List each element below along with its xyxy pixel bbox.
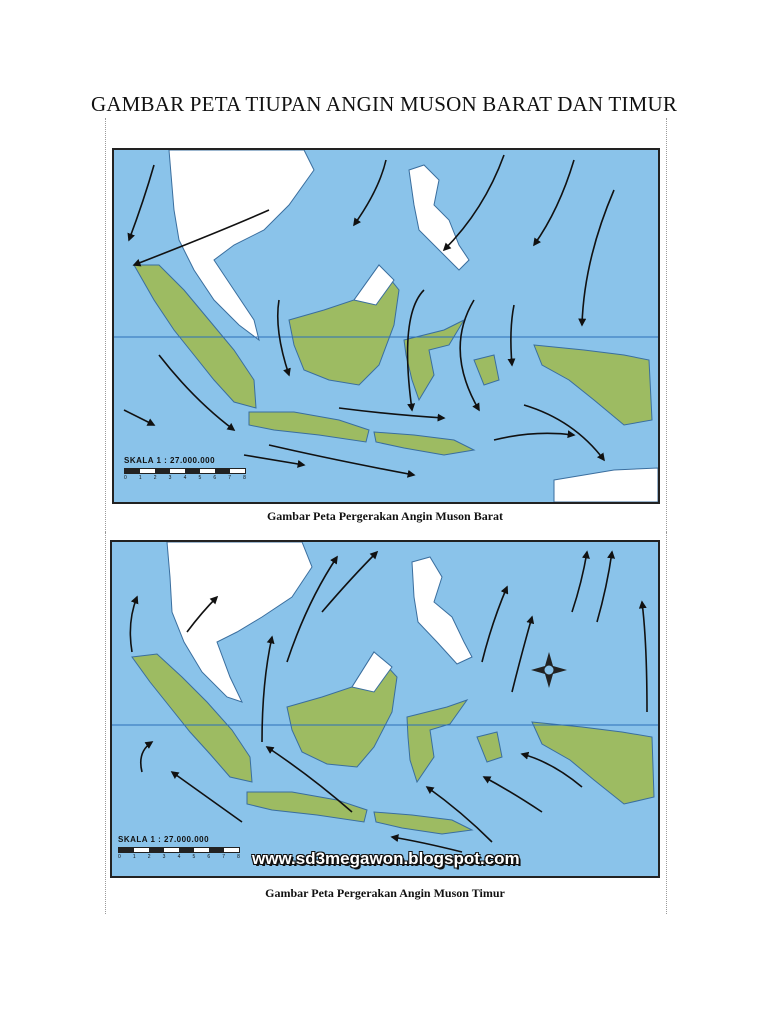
east-map-scale-ticks <box>118 854 240 860</box>
wind-arrow <box>129 165 154 240</box>
scale-tick: 2 <box>147 854 151 860</box>
compass-rose-icon <box>531 652 567 688</box>
scale-tick: 3 <box>162 854 166 860</box>
scale-tick: 1 <box>138 475 142 481</box>
wind-arrow <box>512 617 532 692</box>
wind-arrow <box>130 597 137 652</box>
scale-tick: 8 <box>237 854 240 860</box>
scale-tick: 3 <box>168 475 172 481</box>
east-map-scale-bar <box>118 847 240 853</box>
wind-arrow <box>524 405 604 460</box>
blog-watermark: www.sd3megawon.blogspot.com <box>252 849 520 868</box>
scale-tick: 6 <box>213 475 217 481</box>
scale-tick: 2 <box>153 475 157 481</box>
east-monsoon-map-svg <box>112 542 658 876</box>
scale-tick: 0 <box>124 475 127 481</box>
wind-arrow <box>244 455 304 465</box>
west-map-scale-bar <box>124 468 246 474</box>
wind-arrow <box>642 602 647 712</box>
west-map-scale-label: SKALA 1 : 27.000.000 <box>124 456 216 465</box>
wind-arrow <box>322 552 377 612</box>
maluku <box>474 355 499 385</box>
nusa-tenggara <box>374 432 474 455</box>
east-map-scale <box>118 835 240 860</box>
wind-arrow <box>460 300 479 410</box>
papua <box>534 345 652 425</box>
scale-tick: 0 <box>118 854 121 860</box>
philippines <box>409 165 469 270</box>
java <box>247 792 367 822</box>
wind-arrow <box>582 190 614 325</box>
wind-arrow <box>172 772 242 822</box>
scale-tick: 8 <box>243 475 246 481</box>
sulawesi <box>407 700 467 782</box>
sulawesi <box>404 320 464 400</box>
east-map-caption: Gambar Peta Pergerakan Angin Muson Timur <box>265 886 505 900</box>
java <box>249 412 369 442</box>
wind-arrow <box>494 433 574 440</box>
scale-tick: 5 <box>192 854 196 860</box>
wind-arrow <box>262 637 272 742</box>
maluku <box>477 732 502 762</box>
page-title: GAMBAR PETA TIUPAN ANGIN MUSON BARAT DAN TIMUR <box>90 92 678 116</box>
wind-arrow <box>124 410 154 425</box>
scale-tick: 4 <box>177 854 181 860</box>
nusa-tenggara <box>374 812 472 834</box>
scale-tick: 7 <box>222 854 226 860</box>
west-map-caption: Gambar Peta Pergerakan Angin Muson Barat <box>266 509 504 523</box>
scale-tick: 4 <box>183 475 187 481</box>
east-monsoon-map <box>110 540 660 878</box>
wind-arrow <box>339 408 444 418</box>
west-monsoon-map <box>112 148 660 504</box>
philippines <box>412 557 472 664</box>
scale-tick: 6 <box>207 854 211 860</box>
wind-arrow <box>269 445 414 475</box>
wind-arrow <box>427 787 492 842</box>
wind-arrow <box>597 552 612 622</box>
wind-arrow <box>572 552 587 612</box>
wind-arrow <box>141 742 152 772</box>
scale-tick: 5 <box>198 475 202 481</box>
wind-arrow <box>482 587 507 662</box>
wind-arrow <box>484 777 542 812</box>
west-map-scale <box>124 456 246 481</box>
east-map-scale-label: SKALA 1 : 27.000.000 <box>118 835 210 844</box>
west-monsoon-map-svg <box>114 150 658 502</box>
wind-arrow <box>511 305 514 365</box>
australia <box>554 468 658 502</box>
scale-tick: 1 <box>132 854 136 860</box>
sumatra <box>132 654 252 782</box>
west-map-scale-ticks <box>124 475 246 481</box>
papua <box>532 722 654 804</box>
mainland-asia <box>167 542 312 702</box>
wind-arrow <box>354 160 386 225</box>
wind-arrow <box>534 160 574 245</box>
scale-tick: 7 <box>228 475 232 481</box>
